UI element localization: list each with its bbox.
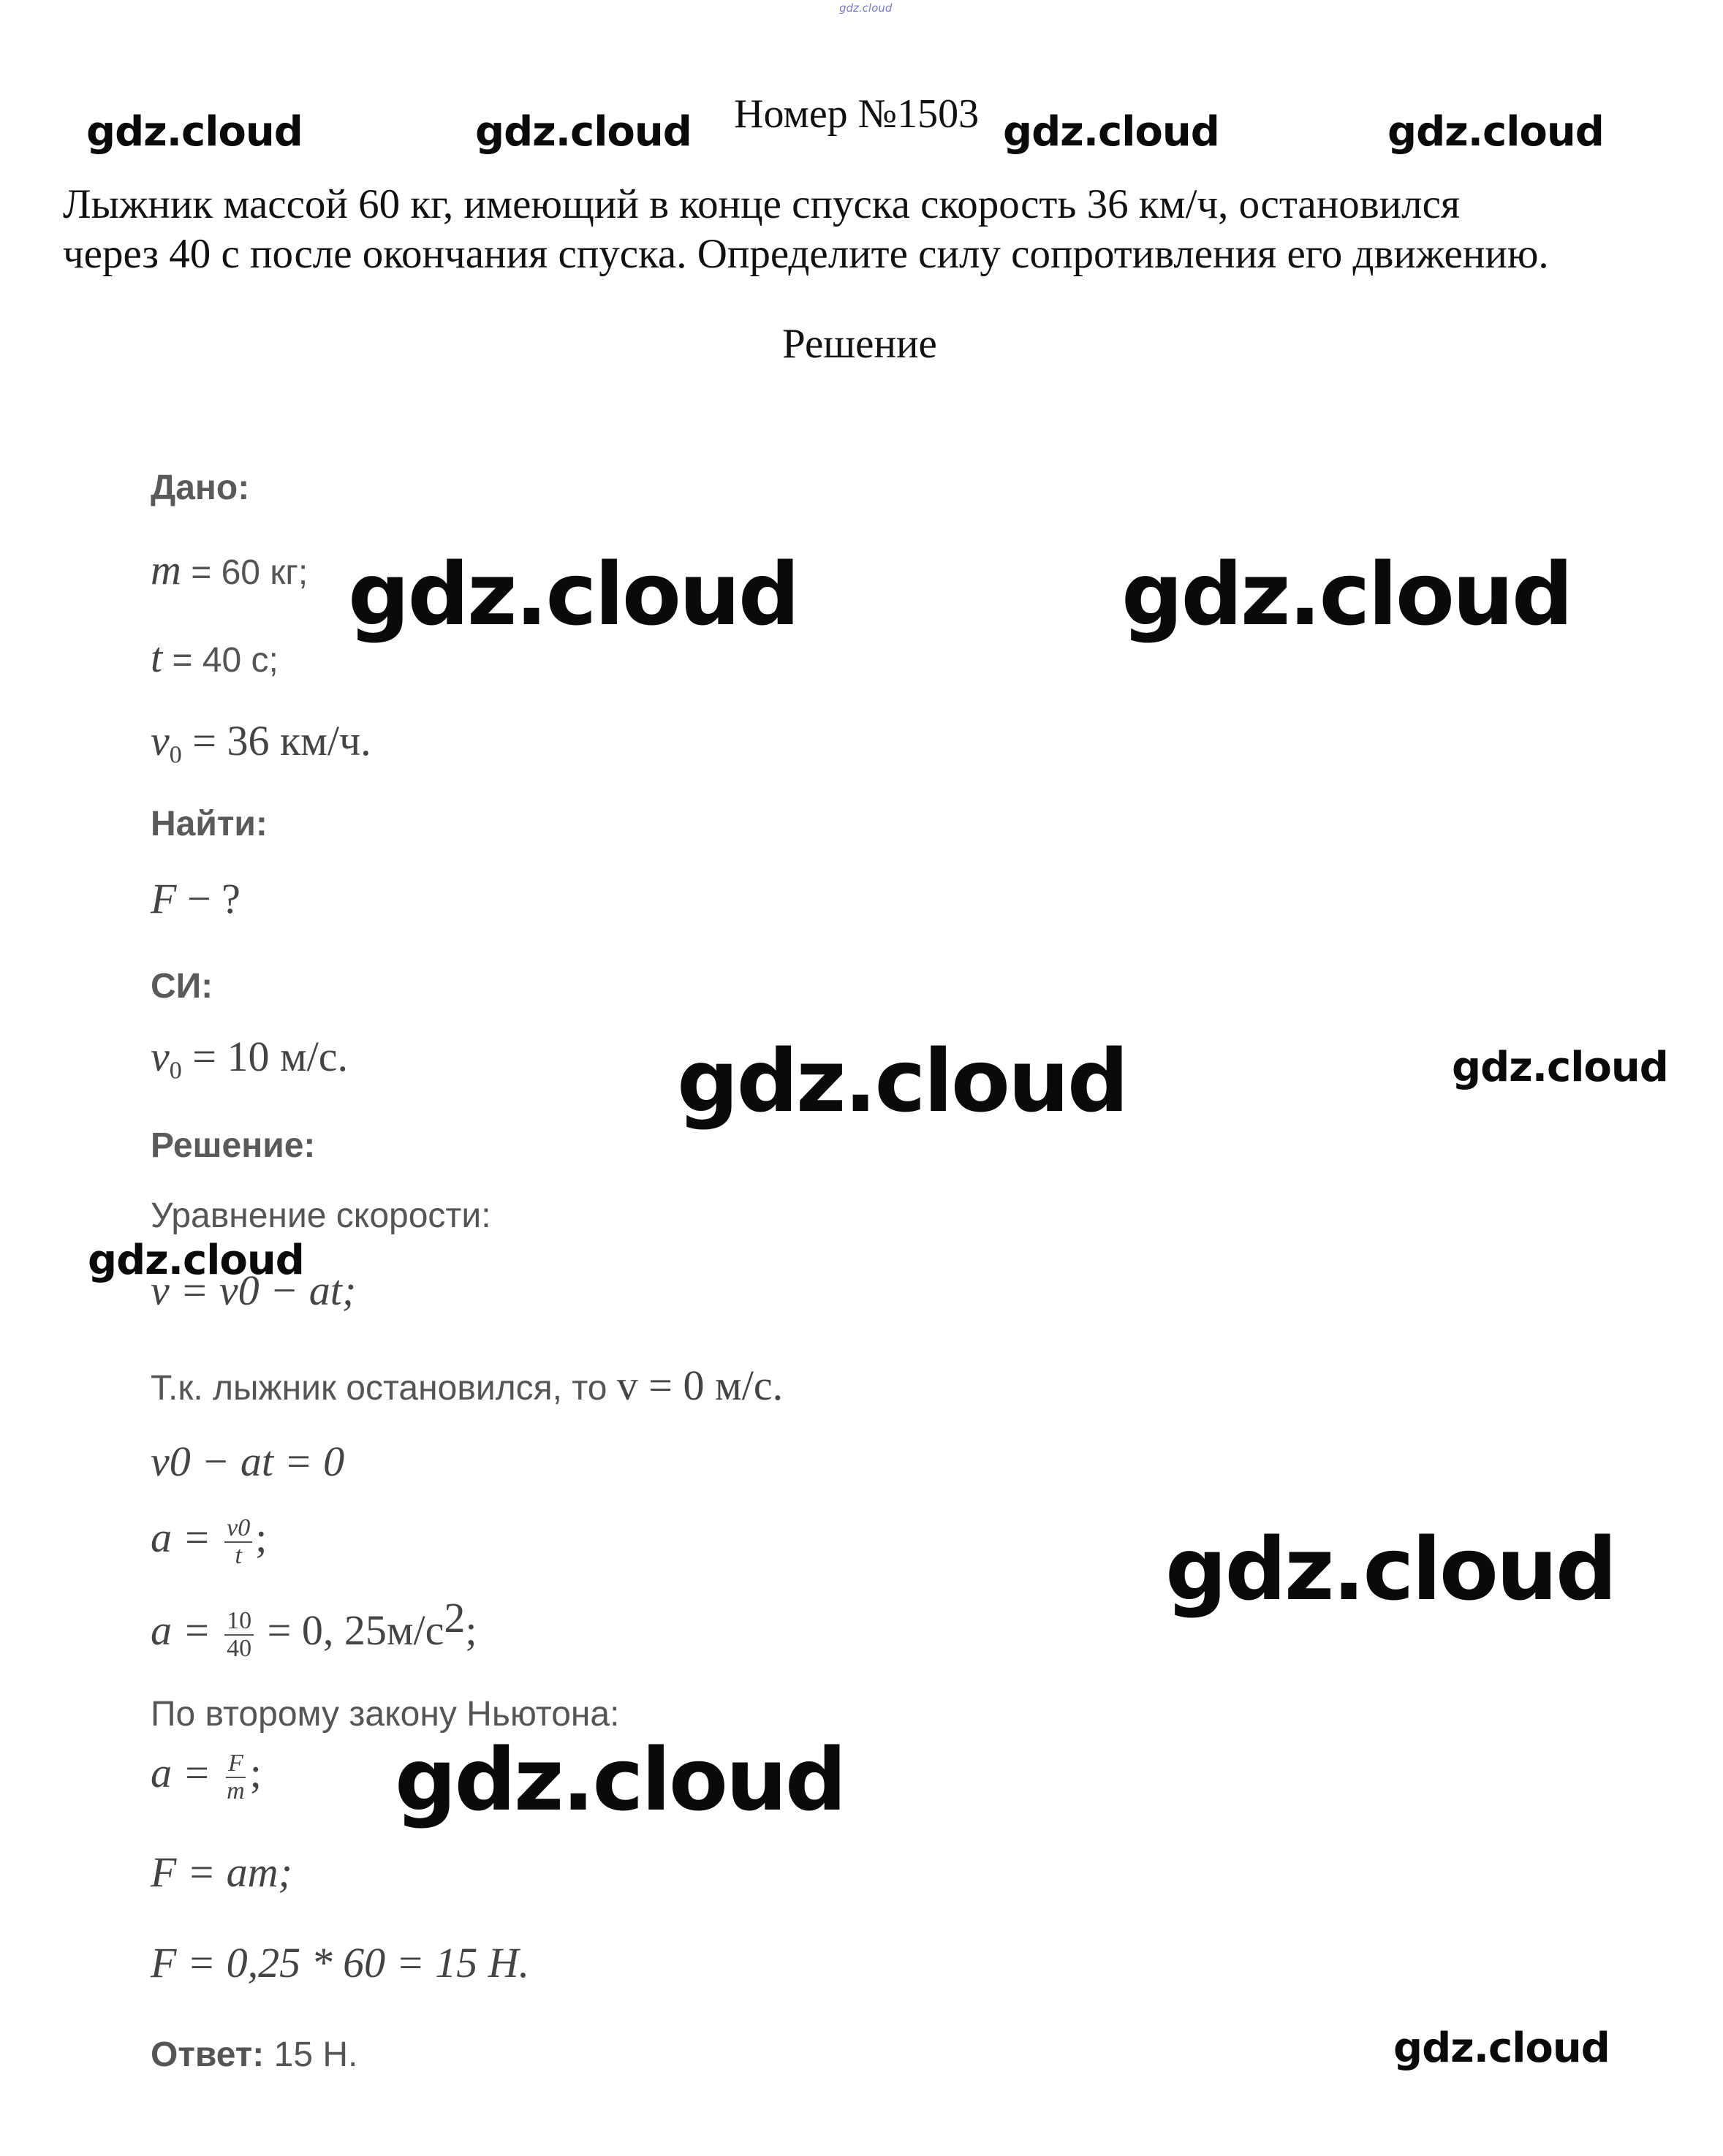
find-force (151, 874, 241, 923)
watermark: gdz.cloud (475, 108, 692, 156)
equation-text: F = 0,25 * 60 = 15 Н. (151, 1939, 530, 1986)
superscript: 2 (444, 1594, 466, 1641)
watermark: gdz.cloud (348, 544, 798, 645)
newton-label: По второму закону Ньютона: (151, 1695, 620, 1734)
tail: ; (255, 1514, 268, 1561)
newton-formula (151, 1748, 262, 1804)
var-v: v (151, 717, 170, 764)
subscript: 0 (169, 741, 182, 769)
acceleration-value (151, 1593, 477, 1662)
watermark: gdz.cloud (88, 1237, 304, 1284)
watermark: gdz.cloud (1387, 108, 1604, 156)
answer-label: Ответ: (151, 2035, 265, 2074)
find-rest: − ? (176, 875, 241, 922)
watermark: gdz.cloud (395, 1729, 845, 1830)
watermark: gdz.cloud (677, 1030, 1127, 1131)
equation-text: v0 − at = 0 (151, 1438, 345, 1485)
equation-text: v = v0 − at; (151, 1267, 357, 1314)
watermark: gdz.cloud (86, 108, 303, 156)
tail: ; (249, 1749, 262, 1796)
var-v: v (151, 1033, 170, 1080)
watermark: gdz.cloud (1393, 2024, 1610, 2072)
problem-line: через 40 с после окончания спуска. Определите силу сопротивления его движению. (63, 231, 1549, 277)
time-value: = 40 с; (162, 641, 279, 680)
lhs: a = (151, 1606, 222, 1654)
fraction (224, 1608, 254, 1662)
velocity-value: = 36 км/ч. (181, 717, 371, 764)
numerator: v0 (224, 1515, 252, 1543)
fraction (224, 1750, 247, 1804)
stopped-condition (151, 1361, 783, 1410)
zero-equation (151, 1437, 344, 1486)
given-velocity (151, 716, 371, 770)
var-F: F (151, 875, 177, 922)
var-t: t (151, 634, 163, 681)
force-formula (151, 1848, 292, 1897)
solution-heading: Решение (782, 321, 937, 367)
lhs: a = (151, 1514, 222, 1561)
watermark: gdz.cloud (1121, 544, 1572, 645)
si-label: СИ: (151, 967, 213, 1006)
given-time (151, 633, 279, 682)
end: ; (465, 1606, 477, 1654)
problem-statement (63, 180, 1693, 279)
lhs: a = (151, 1749, 222, 1796)
velocity-equation (151, 1266, 356, 1315)
numerator: F (226, 1750, 246, 1778)
var-m: m (151, 546, 181, 593)
denominator: 40 (227, 1635, 252, 1663)
acceleration-formula (151, 1513, 267, 1569)
si-value: = 10 м/с. (181, 1033, 349, 1080)
subscript: 0 (169, 1057, 182, 1085)
watermark: gdz.cloud (1452, 1044, 1668, 1091)
mass-value: = 60 кг; (181, 553, 308, 592)
fraction (224, 1515, 252, 1569)
watermark: gdz.cloud (1003, 108, 1219, 156)
equation-text: F = am; (151, 1848, 292, 1896)
denominator: t (235, 1542, 242, 1570)
solution-label: Решение: (151, 1126, 316, 1165)
stopped-math: v = 0 м/с. (616, 1362, 784, 1409)
answer (151, 2035, 357, 2075)
given-label: Дано: (151, 468, 250, 507)
stopped-text: Т.к. лыжник остановился, то (151, 1369, 607, 1408)
problem-line: Лыжник массой 60 кг, имеющий в конце спуска скорость 36 км/ч, остановился (63, 181, 1461, 227)
numerator: 10 (224, 1608, 254, 1636)
force-value (151, 1938, 529, 1987)
problem-number-title: Номер №1503 (734, 91, 980, 137)
given-mass (151, 545, 308, 594)
velocity-equation-label: Уравнение скорости: (151, 1196, 491, 1235)
denominator: m (227, 1777, 245, 1805)
si-velocity (151, 1032, 348, 1085)
top-watermark: gdz.cloud (839, 1, 893, 15)
watermark: gdz.cloud (1165, 1519, 1616, 1620)
tail: = 0, 25м/с (257, 1606, 444, 1654)
answer-value: 15 Н. (264, 2035, 358, 2074)
find-label: Найти: (151, 805, 268, 843)
